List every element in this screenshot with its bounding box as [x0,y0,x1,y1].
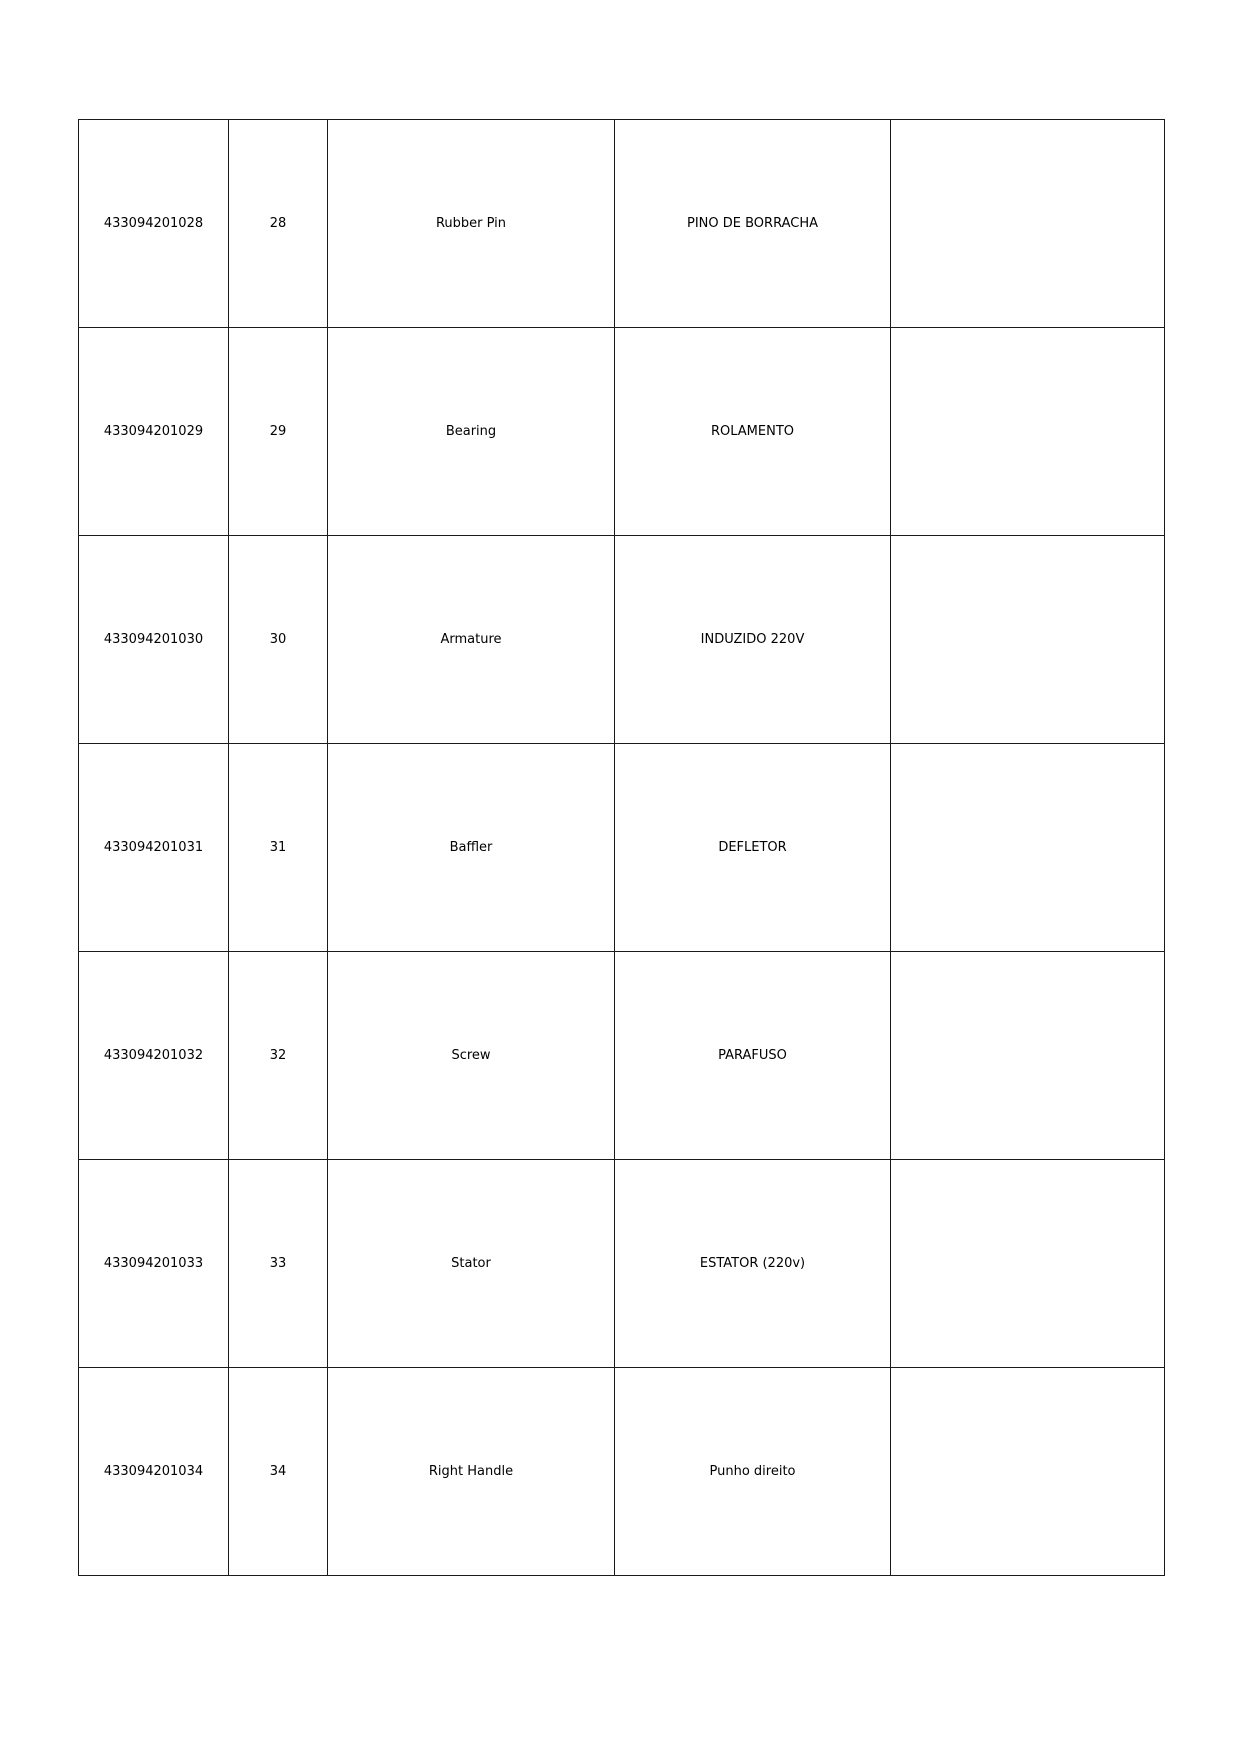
description-en-cell: Screw [328,952,615,1160]
notes-cell [891,536,1165,744]
item-number-cell: 28 [229,120,328,328]
description-pt-cell: Punho direito [615,1368,891,1576]
parts-table-body [79,120,1165,1576]
notes-cell [891,120,1165,328]
table-row [79,120,1165,328]
table-row [79,744,1165,952]
notes-cell [891,952,1165,1160]
description-en-cell: Rubber Pin [328,120,615,328]
table-row [79,328,1165,536]
description-pt-cell: ESTATOR (220v) [615,1160,891,1368]
item-number-cell: 32 [229,952,328,1160]
description-pt-cell: PINO DE BORRACHA [615,120,891,328]
parts-table [78,119,1165,1576]
notes-cell [891,328,1165,536]
table-row [79,1160,1165,1368]
part-code-cell: 433094201030 [79,536,229,744]
description-en-cell: Baffler [328,744,615,952]
part-code-cell: 433094201028 [79,120,229,328]
item-number-cell: 31 [229,744,328,952]
table-row [79,536,1165,744]
description-pt-cell: ROLAMENTO [615,328,891,536]
part-code-cell: 433094201033 [79,1160,229,1368]
description-pt-cell: INDUZIDO 220V [615,536,891,744]
notes-cell [891,1368,1165,1576]
item-number-cell: 30 [229,536,328,744]
description-en-cell: Bearing [328,328,615,536]
notes-cell [891,744,1165,952]
item-number-cell: 34 [229,1368,328,1576]
description-en-cell: Armature [328,536,615,744]
description-pt-cell: DEFLETOR [615,744,891,952]
part-code-cell: 433094201029 [79,328,229,536]
description-pt-cell: PARAFUSO [615,952,891,1160]
description-en-cell: Stator [328,1160,615,1368]
table-row [79,1368,1165,1576]
part-code-cell: 433094201031 [79,744,229,952]
part-code-cell: 433094201032 [79,952,229,1160]
description-en-cell: Right Handle [328,1368,615,1576]
item-number-cell: 29 [229,328,328,536]
notes-cell [891,1160,1165,1368]
table-row [79,952,1165,1160]
part-code-cell: 433094201034 [79,1368,229,1576]
item-number-cell: 33 [229,1160,328,1368]
